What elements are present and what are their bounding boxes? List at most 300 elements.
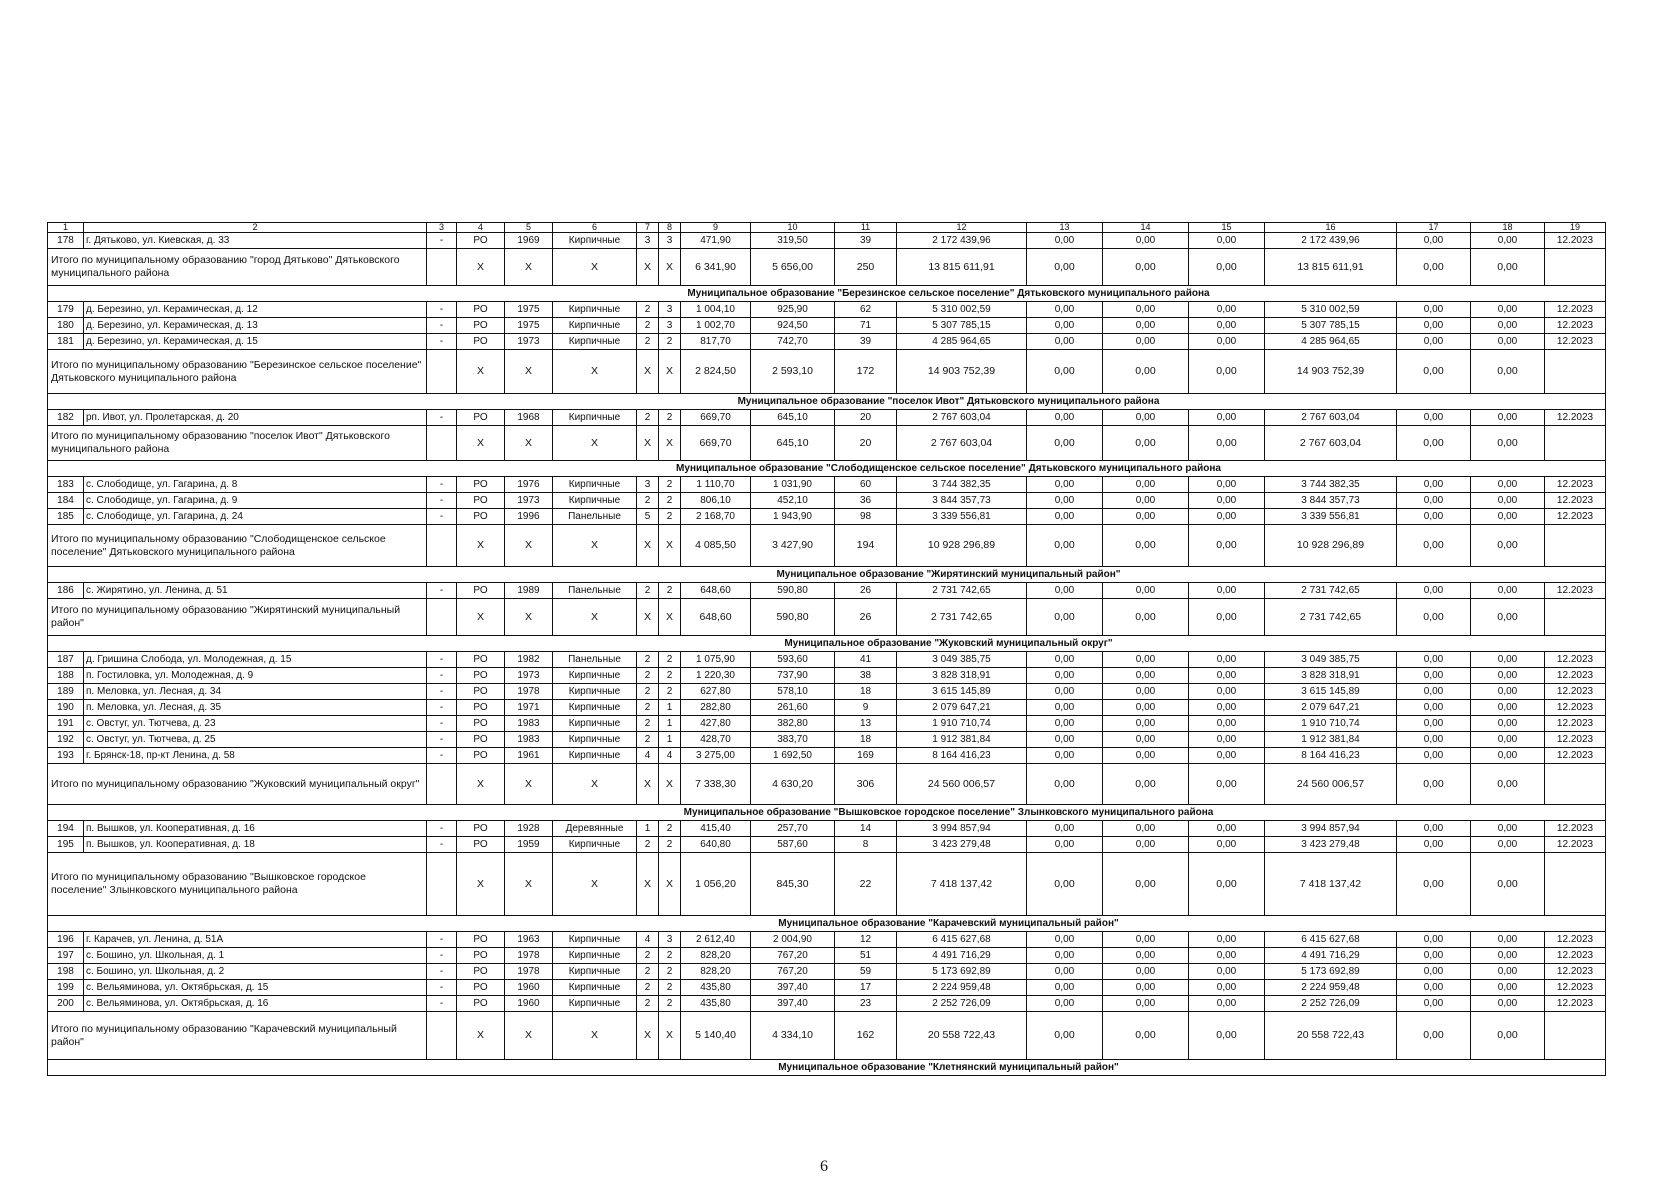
value-cell: 0,00 (1471, 493, 1545, 509)
section-spacer (48, 286, 427, 302)
building-row (48, 684, 1606, 700)
value-cell: 261,60 (751, 700, 835, 716)
total-value-cell: 0,00 (1189, 426, 1265, 461)
value-cell: 0,00 (1397, 748, 1471, 764)
municipality-total-row (48, 525, 1606, 567)
building-row (48, 716, 1606, 732)
value-cell: 0,00 (1471, 477, 1545, 493)
total-value-cell: 845,30 (751, 853, 835, 916)
value-cell: Кирпичные (553, 318, 637, 334)
value-cell: 1996 (505, 509, 553, 525)
value-cell: 0,00 (1103, 509, 1189, 525)
value-cell: 3 275,00 (681, 748, 751, 764)
value-cell: 0,00 (1189, 964, 1265, 980)
total-value-cell: 0,00 (1471, 1012, 1545, 1060)
total-value-cell: X (457, 350, 505, 394)
value-cell: 12.2023 (1545, 668, 1606, 684)
value-cell: 2 (659, 334, 681, 350)
value-cell: - (427, 509, 457, 525)
building-row (48, 700, 1606, 716)
total-value-cell: 0,00 (1397, 249, 1471, 286)
row-number-cell: 192 (48, 732, 84, 748)
municipality-total-row (48, 426, 1606, 461)
total-value-cell: 4 630,20 (751, 764, 835, 805)
value-cell: 1 031,90 (751, 477, 835, 493)
value-cell: - (427, 493, 457, 509)
value-cell: 12.2023 (1545, 233, 1606, 249)
row-number-cell: 187 (48, 652, 84, 668)
value-cell: - (427, 821, 457, 837)
value-cell: 0,00 (1027, 233, 1103, 249)
value-cell: 0,00 (1103, 964, 1189, 980)
value-cell: 0,00 (1027, 837, 1103, 853)
total-value-cell: 5 140,40 (681, 1012, 751, 1060)
total-value-cell: 2 731 742,65 (1265, 599, 1397, 636)
value-cell: 828,20 (681, 948, 751, 964)
value-cell: - (427, 318, 457, 334)
section-spacer (48, 636, 427, 652)
building-row (48, 493, 1606, 509)
total-value-cell: X (659, 350, 681, 394)
total-label: Итого по муниципальному образованию "Слободищенское сельское поселение" Дятьковского муниципального района (48, 525, 427, 567)
row-number-cell: 182 (48, 410, 84, 426)
value-cell: 382,80 (751, 716, 835, 732)
total-value-cell: 648,60 (681, 599, 751, 636)
section-spacer (48, 567, 427, 583)
value-cell: 8 164 416,23 (1265, 748, 1397, 764)
total-value-cell: 0,00 (1471, 525, 1545, 567)
value-cell: 0,00 (1397, 318, 1471, 334)
value-cell: 2 (637, 980, 659, 996)
value-cell: 0,00 (1027, 302, 1103, 318)
address-cell: д. Гришина Слобода, ул. Молодежная, д. 15 (84, 652, 427, 668)
column-number-cell: 1 (48, 223, 84, 233)
total-value-cell: X (637, 249, 659, 286)
municipality-section-header (48, 394, 1606, 410)
value-cell: - (427, 932, 457, 948)
value-cell: Кирпичные (553, 684, 637, 700)
value-cell: 1978 (505, 684, 553, 700)
row-number-cell: 184 (48, 493, 84, 509)
value-cell: 12.2023 (1545, 410, 1606, 426)
value-cell: Кирпичные (553, 233, 637, 249)
municipality-section-header (48, 286, 1606, 302)
value-cell: 3 828 318,91 (1265, 668, 1397, 684)
municipality-total-row (48, 599, 1606, 636)
value-cell: 0,00 (1397, 334, 1471, 350)
total-value-cell (1545, 350, 1606, 394)
value-cell: 0,00 (1103, 980, 1189, 996)
value-cell: 0,00 (1189, 668, 1265, 684)
value-cell: 435,80 (681, 980, 751, 996)
municipality-section-header (48, 636, 1606, 652)
value-cell: 2 (637, 652, 659, 668)
value-cell: 2 168,70 (681, 509, 751, 525)
value-cell: 1 910 710,74 (1265, 716, 1397, 732)
value-cell: Панельные (553, 509, 637, 525)
value-cell: 12.2023 (1545, 302, 1606, 318)
municipality-total-row (48, 853, 1606, 916)
value-cell: 0,00 (1397, 668, 1471, 684)
value-cell: 3 (659, 932, 681, 948)
value-cell: РО (457, 996, 505, 1012)
value-cell: 0,00 (1027, 477, 1103, 493)
value-cell: 13 (835, 716, 897, 732)
value-cell: Кирпичные (553, 493, 637, 509)
row-number-cell: 191 (48, 716, 84, 732)
value-cell: 0,00 (1103, 318, 1189, 334)
value-cell: 2 (659, 948, 681, 964)
value-cell: РО (457, 318, 505, 334)
value-cell: 427,80 (681, 716, 751, 732)
value-cell: 2 (659, 837, 681, 853)
total-value-cell: 20 (835, 426, 897, 461)
page-number: 6 (820, 1158, 828, 1175)
value-cell: 1978 (505, 948, 553, 964)
row-number-cell: 198 (48, 964, 84, 980)
value-cell: Кирпичные (553, 964, 637, 980)
value-cell: 62 (835, 302, 897, 318)
value-cell: 2 (637, 318, 659, 334)
value-cell: 0,00 (1027, 821, 1103, 837)
total-label: Итого по муниципальному образованию "Вышковское городское поселение" Злынковского муниципального района (48, 853, 427, 916)
value-cell: 0,00 (1103, 684, 1189, 700)
total-value-cell: 4 334,10 (751, 1012, 835, 1060)
column-number-cell: 10 (751, 223, 835, 233)
value-cell: 0,00 (1027, 732, 1103, 748)
building-row (48, 732, 1606, 748)
value-cell: РО (457, 410, 505, 426)
value-cell: 640,80 (681, 837, 751, 853)
value-cell: - (427, 964, 457, 980)
total-label: Итого по муниципальному образованию "Березинское сельское поселение" Дятьковского муниципального района (48, 350, 427, 394)
total-value-cell: 2 767 603,04 (1265, 426, 1397, 461)
building-row (48, 996, 1606, 1012)
value-cell: 3 994 857,94 (1265, 821, 1397, 837)
value-cell: 2 (637, 948, 659, 964)
section-title: Муниципальное образование "Клетнянский муниципальный район" (427, 1060, 1471, 1076)
section-spacer (48, 394, 427, 410)
value-cell: 12.2023 (1545, 583, 1606, 599)
municipality-section-header (48, 916, 1606, 932)
value-cell: 1963 (505, 932, 553, 948)
value-cell: 0,00 (1189, 684, 1265, 700)
total-value-cell: 10 928 296,89 (1265, 525, 1397, 567)
value-cell: 0,00 (1397, 932, 1471, 948)
value-cell: Кирпичные (553, 996, 637, 1012)
section-title: Муниципальное образование "Жуковский муниципальный округ" (427, 636, 1471, 652)
value-cell: 2 (659, 668, 681, 684)
value-cell: 0,00 (1397, 583, 1471, 599)
total-value-cell: 6 341,90 (681, 249, 751, 286)
value-cell: 1 910 710,74 (897, 716, 1027, 732)
value-cell: 14 (835, 821, 897, 837)
value-cell: 12.2023 (1545, 477, 1606, 493)
value-cell: 471,90 (681, 233, 751, 249)
value-cell: 4 285 964,65 (1265, 334, 1397, 350)
value-cell: 2 (637, 302, 659, 318)
municipality-total-row (48, 249, 1606, 286)
value-cell: 3 339 556,81 (897, 509, 1027, 525)
value-cell: 0,00 (1103, 948, 1189, 964)
value-cell: - (427, 583, 457, 599)
section-spacer (48, 1060, 427, 1076)
value-cell: 0,00 (1471, 996, 1545, 1012)
total-value-cell: X (659, 764, 681, 805)
total-value-cell: 0,00 (1471, 249, 1545, 286)
total-value-cell: 24 560 006,57 (1265, 764, 1397, 805)
column-number-cell: 19 (1545, 223, 1606, 233)
total-value-cell: 0,00 (1103, 426, 1189, 461)
value-cell: 0,00 (1189, 233, 1265, 249)
value-cell: 0,00 (1103, 233, 1189, 249)
section-spacer (48, 461, 427, 477)
value-cell: Кирпичные (553, 700, 637, 716)
section-spacer (1471, 916, 1606, 932)
section-spacer (1471, 1060, 1606, 1076)
value-cell: 4 (659, 748, 681, 764)
value-cell: 0,00 (1397, 700, 1471, 716)
value-cell: 12.2023 (1545, 732, 1606, 748)
value-cell: 428,70 (681, 732, 751, 748)
total-value-cell: 10 928 296,89 (897, 525, 1027, 567)
value-cell: 0,00 (1471, 652, 1545, 668)
row-number-cell: 189 (48, 684, 84, 700)
value-cell: - (427, 732, 457, 748)
value-cell: 0,00 (1027, 493, 1103, 509)
value-cell: 5 (637, 509, 659, 525)
total-value-cell: 0,00 (1027, 350, 1103, 394)
value-cell: 0,00 (1471, 583, 1545, 599)
total-value-cell: X (553, 350, 637, 394)
total-value-cell: X (553, 764, 637, 805)
value-cell: 3 994 857,94 (897, 821, 1027, 837)
value-cell: 23 (835, 996, 897, 1012)
value-cell: 0,00 (1027, 334, 1103, 350)
section-title: Муниципальное образование "Карачевский муниципальный район" (427, 916, 1471, 932)
column-number-cell: 14 (1103, 223, 1189, 233)
value-cell: 0,00 (1027, 410, 1103, 426)
value-cell: 1983 (505, 732, 553, 748)
value-cell: 2 (637, 837, 659, 853)
total-label: Итого по муниципальному образованию "Жуковский муниципальный округ" (48, 764, 427, 805)
total-value-cell: X (457, 249, 505, 286)
value-cell: 1975 (505, 302, 553, 318)
value-cell: 2 (637, 700, 659, 716)
value-cell: 3 844 357,73 (1265, 493, 1397, 509)
value-cell: 0,00 (1471, 700, 1545, 716)
value-cell: 2 (659, 652, 681, 668)
value-cell: 0,00 (1027, 583, 1103, 599)
total-value-cell: X (659, 249, 681, 286)
value-cell: 2 (637, 732, 659, 748)
value-cell: 5 307 785,15 (897, 318, 1027, 334)
value-cell: 71 (835, 318, 897, 334)
row-number-cell: 196 (48, 932, 84, 948)
value-cell: 0,00 (1397, 964, 1471, 980)
total-value-cell: 2 731 742,65 (897, 599, 1027, 636)
total-value-cell: 0,00 (1471, 350, 1545, 394)
value-cell: 1 912 381,84 (1265, 732, 1397, 748)
total-value-cell: 0,00 (1027, 853, 1103, 916)
value-cell: 12.2023 (1545, 700, 1606, 716)
value-cell: 0,00 (1103, 334, 1189, 350)
value-cell: 0,00 (1471, 318, 1545, 334)
value-cell: 0,00 (1103, 477, 1189, 493)
total-value-cell: 0,00 (1103, 350, 1189, 394)
value-cell: 2 (659, 684, 681, 700)
value-cell: 0,00 (1189, 837, 1265, 853)
municipality-total-row (48, 350, 1606, 394)
value-cell: 0,00 (1397, 948, 1471, 964)
address-cell: с. Бошино, ул. Школьная, д. 2 (84, 964, 427, 980)
column-number-cell: 5 (505, 223, 553, 233)
total-value-cell: 0,00 (1397, 525, 1471, 567)
total-value-cell (1545, 525, 1606, 567)
column-number-cell: 16 (1265, 223, 1397, 233)
address-cell: п. Вышков, ул. Кооперативная, д. 16 (84, 821, 427, 837)
total-value-cell: X (505, 525, 553, 567)
value-cell: 383,70 (751, 732, 835, 748)
address-cell: рп. Ивот, ул. Пролетарская, д. 20 (84, 410, 427, 426)
value-cell: 3 828 318,91 (897, 668, 1027, 684)
address-cell: д. Березино, ул. Керамическая, д. 12 (84, 302, 427, 318)
value-cell: 8 (835, 837, 897, 853)
value-cell: 0,00 (1027, 996, 1103, 1012)
building-row (48, 837, 1606, 853)
total-value-cell: 0,00 (1397, 599, 1471, 636)
value-cell: 2 (637, 684, 659, 700)
value-cell: 0,00 (1189, 732, 1265, 748)
value-cell: 4 (637, 748, 659, 764)
value-cell: 0,00 (1189, 932, 1265, 948)
value-cell: 2 224 959,48 (1265, 980, 1397, 996)
total-value-cell: 0,00 (1397, 764, 1471, 805)
value-cell: 1 002,70 (681, 318, 751, 334)
address-cell: д. Березино, ул. Керамическая, д. 15 (84, 334, 427, 350)
address-cell: г. Карачев, ул. Ленина, д. 51А (84, 932, 427, 948)
value-cell: 2 252 726,09 (1265, 996, 1397, 1012)
section-title: Муниципальное образование "поселок Ивот" Дятьковского муниципального района (427, 394, 1471, 410)
value-cell: 1983 (505, 716, 553, 732)
total-value-cell: X (659, 426, 681, 461)
value-cell: 2 (659, 964, 681, 980)
value-cell: Панельные (553, 583, 637, 599)
value-cell: 12.2023 (1545, 509, 1606, 525)
value-cell: РО (457, 932, 505, 948)
value-cell: - (427, 233, 457, 249)
row-number-cell: 197 (48, 948, 84, 964)
building-row (48, 652, 1606, 668)
total-value-cell: 0,00 (1027, 249, 1103, 286)
total-value-cell: 0,00 (1027, 1012, 1103, 1060)
value-cell: 590,80 (751, 583, 835, 599)
section-spacer (1471, 461, 1606, 477)
value-cell: Кирпичные (553, 716, 637, 732)
value-cell: 2 (637, 493, 659, 509)
value-cell: 1971 (505, 700, 553, 716)
value-cell: 0,00 (1189, 652, 1265, 668)
total-value-cell: X (505, 599, 553, 636)
total-value-cell: 20 558 722,43 (897, 1012, 1027, 1060)
value-cell: 8 164 416,23 (897, 748, 1027, 764)
address-cell: п. Меловка, ул. Лесная, д. 34 (84, 684, 427, 700)
value-cell: 0,00 (1027, 684, 1103, 700)
municipality-section-header (48, 1060, 1606, 1076)
value-cell: 1 (659, 716, 681, 732)
value-cell: 0,00 (1103, 302, 1189, 318)
value-cell: РО (457, 700, 505, 716)
total-value-cell: X (505, 249, 553, 286)
value-cell: 1973 (505, 493, 553, 509)
value-cell: РО (457, 980, 505, 996)
section-spacer (48, 916, 427, 932)
total-value-cell: 7 418 137,42 (1265, 853, 1397, 916)
total-label: Итого по муниципальному образованию "поселок Ивот" Дятьковского муниципального района (48, 426, 427, 461)
value-cell: 1960 (505, 996, 553, 1012)
value-cell: 2 (637, 668, 659, 684)
register-sheet (47, 222, 1604, 1076)
value-cell: РО (457, 748, 505, 764)
value-cell: 0,00 (1027, 932, 1103, 948)
total-value-cell: X (637, 1012, 659, 1060)
value-cell: 0,00 (1397, 509, 1471, 525)
total-value-cell: 0,00 (1189, 764, 1265, 805)
row-number-cell: 180 (48, 318, 84, 334)
value-cell: 1978 (505, 964, 553, 980)
value-cell: 1959 (505, 837, 553, 853)
total-value-cell: 0,00 (1027, 764, 1103, 805)
value-cell: 26 (835, 583, 897, 599)
value-cell: 2 (659, 821, 681, 837)
municipality-total-row (48, 764, 1606, 805)
address-cell: с. Овстуг, ул. Тютчева, д. 23 (84, 716, 427, 732)
value-cell: 1982 (505, 652, 553, 668)
total-value-cell: X (457, 426, 505, 461)
value-cell: 2 (637, 964, 659, 980)
municipality-section-header (48, 805, 1606, 821)
total-value-cell: 20 558 722,43 (1265, 1012, 1397, 1060)
total-value-cell: X (553, 525, 637, 567)
total-value-cell: 0,00 (1103, 249, 1189, 286)
value-cell: 0,00 (1027, 948, 1103, 964)
total-value-cell: 0,00 (1189, 853, 1265, 916)
section-spacer (1471, 636, 1606, 652)
total-value-cell: X (659, 853, 681, 916)
value-cell: 0,00 (1397, 684, 1471, 700)
value-cell: 0,00 (1027, 748, 1103, 764)
value-cell: 3 (659, 233, 681, 249)
value-cell: 0,00 (1471, 410, 1545, 426)
total-value-cell: 0,00 (1189, 249, 1265, 286)
value-cell: 12.2023 (1545, 996, 1606, 1012)
value-cell: Кирпичные (553, 980, 637, 996)
total-value-cell: X (505, 764, 553, 805)
value-cell: 0,00 (1397, 716, 1471, 732)
value-cell: 2 224 959,48 (897, 980, 1027, 996)
value-cell: - (427, 716, 457, 732)
value-cell: 1968 (505, 410, 553, 426)
row-number-cell: 179 (48, 302, 84, 318)
value-cell: 4 491 716,29 (897, 948, 1027, 964)
value-cell: РО (457, 948, 505, 964)
value-cell: 828,20 (681, 964, 751, 980)
value-cell: 0,00 (1471, 509, 1545, 525)
value-cell: 415,40 (681, 821, 751, 837)
value-cell: 0,00 (1027, 509, 1103, 525)
row-number-cell: 190 (48, 700, 84, 716)
municipality-section-header (48, 461, 1606, 477)
